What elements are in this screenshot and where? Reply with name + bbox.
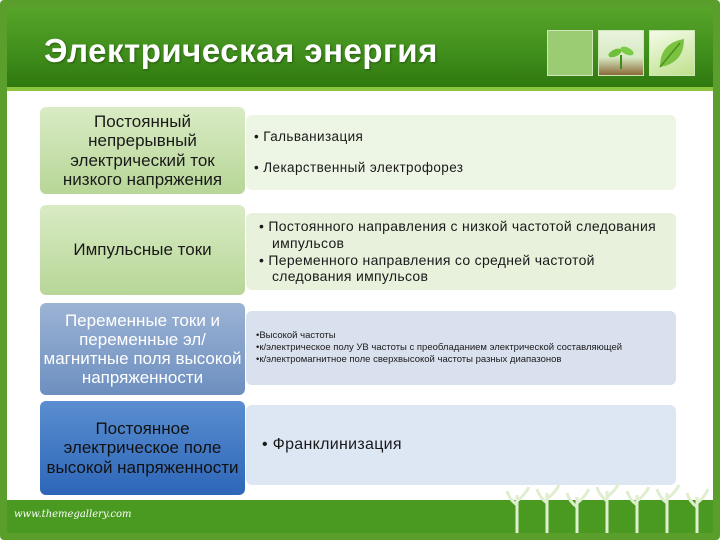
list-item: •Высокой частоты [256, 330, 336, 342]
footer-url: www.themegallery.com [14, 509, 132, 520]
list-item: • Переменного направления со средней частотой следования импульсов [259, 251, 595, 285]
slide-title: Электрическая энергия [44, 32, 438, 69]
category-label: Импульсные токи [73, 240, 212, 260]
category-label: Постоянное электрическое поле высокой напряженности [46, 419, 239, 477]
category-label: Постоянный непрерывный электрический ток низкого напряжения [62, 112, 223, 189]
list-item: • Франклинизация [262, 436, 402, 453]
list-item: •к/электрическое полу УВ частоты с преобладанием электрической составляющей [256, 342, 623, 354]
list-item: • Лекарственный электрофорез [254, 159, 464, 175]
list-item: • Постоянного направления с низкой частотой следования импульсов [259, 217, 656, 251]
category-label: Переменные токи и переменные эл/магнитные поля высокой напряженности [43, 310, 242, 388]
list-item: •к/электромагнитное поле сверхвысокой частоты разных диапазонов [256, 353, 562, 365]
list-item: • Гальванизация [254, 129, 364, 145]
